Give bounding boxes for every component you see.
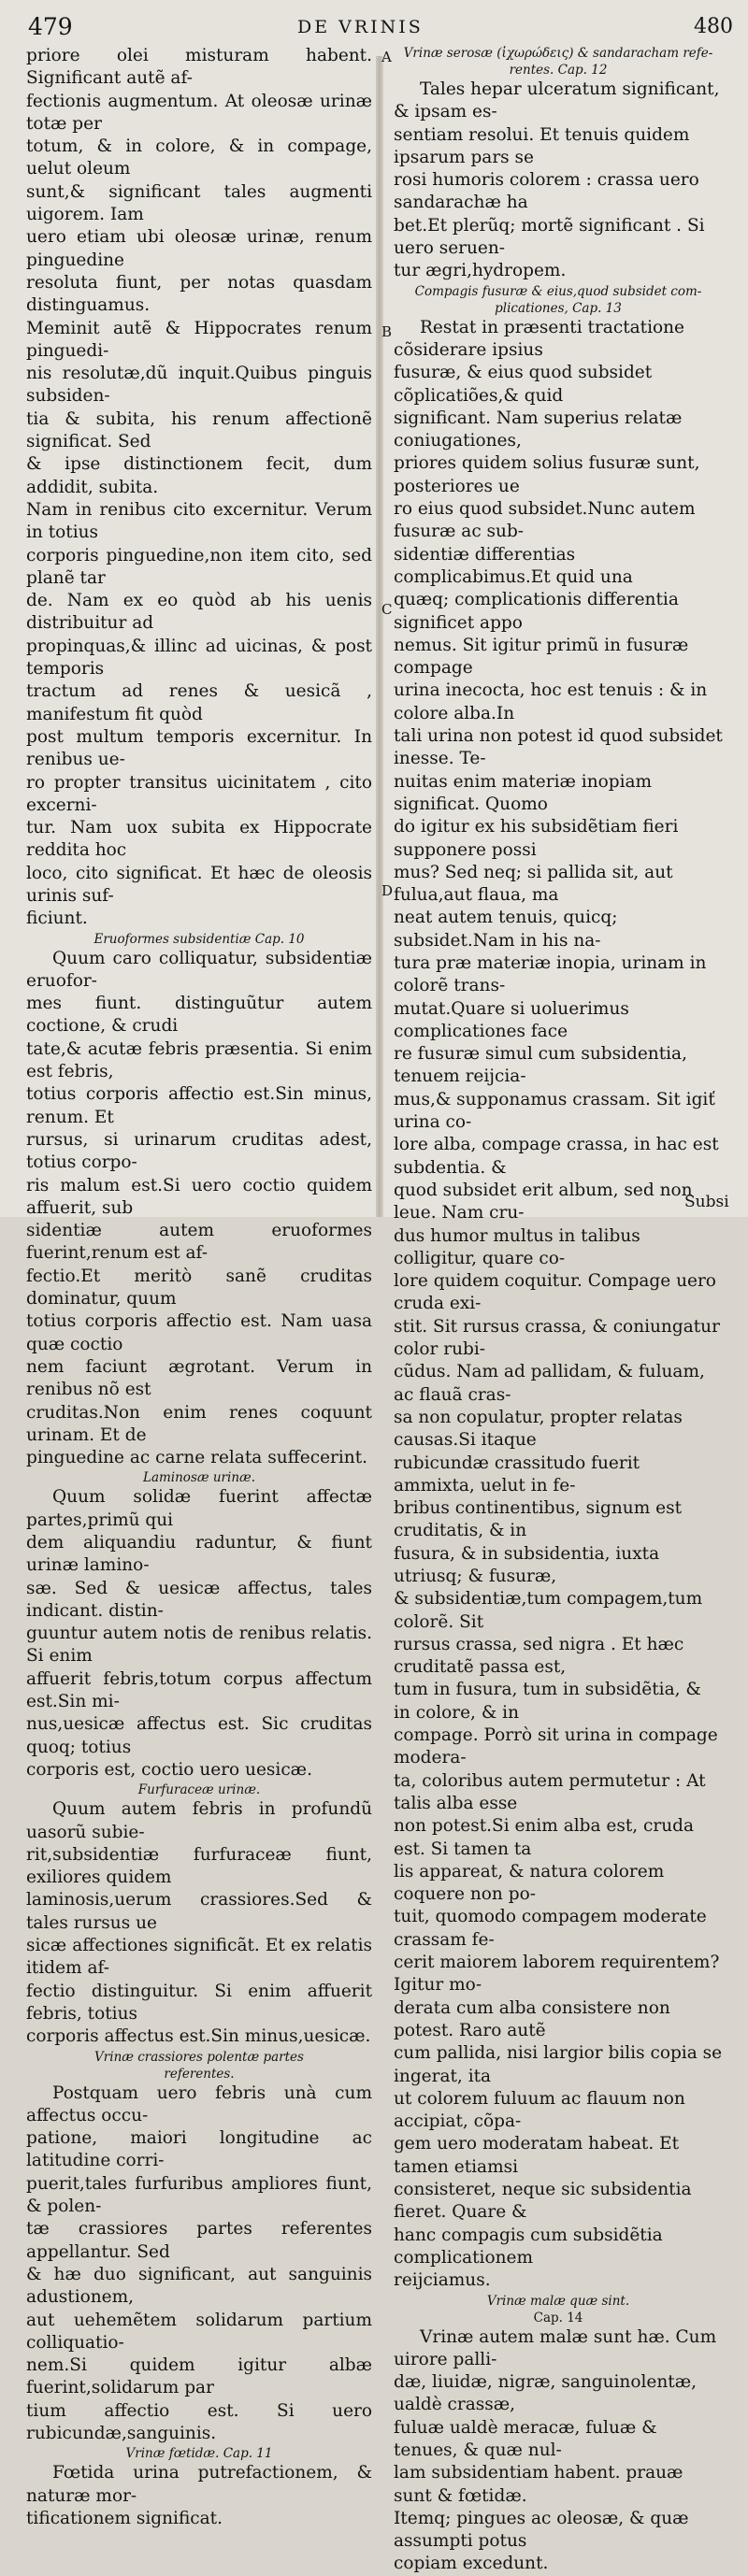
section-heading <box>394 45 723 79</box>
text-line: sa non copulatur, propter relatas causas.Si itaque <box>394 1407 683 1451</box>
text-line: Vrinæ crassiores polentæ partes <box>94 2049 304 2065</box>
text-line: reijciamus. <box>394 2270 491 2291</box>
text-line: Postquam uero febris unà cum affectus occu- <box>26 2082 372 2125</box>
text-line: Vrinæ malæ quæ sint. <box>486 2293 630 2309</box>
text-line: rentes. Cap. 12 <box>509 63 608 78</box>
left-column <box>26 45 372 2530</box>
text-line: hanc compagis cum subsidẽtia complicationem <box>394 2225 663 2268</box>
text-line: Fœtida urina putrefactionem, & naturæ mor- <box>26 2463 372 2506</box>
text-line: ro propter transitus uicinitatem , cito excerni- <box>26 772 372 815</box>
text-line: corporis pinguedine,non item cito, sed planẽ tar <box>26 545 372 588</box>
text-line: sidentiæ differentias complicabimus.Et quid una <box>394 544 633 587</box>
text-line: totius corporis affectio est.Sin minus, renum. Et <box>26 1084 372 1127</box>
section-heading <box>394 2293 723 2310</box>
text-line: non potest.Si enim alba est, cruda est. Si tamen ta <box>394 1816 695 1859</box>
text-line: Quum caro colliquatur, subsidentiæ eruofor- <box>26 948 372 991</box>
text-line: compage. Porrò sit urina in compage modera- <box>394 1725 718 1768</box>
text-line: dæ, liuidæ, nigræ, sanguinolentæ, ualdè crassæ, <box>394 2372 697 2415</box>
text-line: tur ægri,hydropem. <box>394 261 567 281</box>
text-line: cũdus. Nam ad pallidam, & fuluam, ac flauã cras- <box>394 1362 705 1405</box>
text-line: ta, coloribus autem permutetur : At talis alba esse <box>394 1770 706 1813</box>
catchword: Subsi <box>684 1193 729 1211</box>
text-line: fusura, & in subsidentia, iuxta utriusq; & fusuræ, <box>394 1543 660 1586</box>
text-line: cum pallida, nisi largior bilis copia se ingerat, ita <box>394 2043 723 2086</box>
text-line: loco, cito significat. Et hæc de oleosis urinis suf- <box>26 863 372 906</box>
text-line: lore quidem coquitur. Compage uero cruda exi- <box>394 1271 716 1314</box>
text-line: cerit maiorem laborem requirentem? Igitur mo- <box>394 1953 720 1996</box>
text-line: lam subsidentiam habent. prauæ sunt & fœtidæ. <box>394 2463 683 2506</box>
section-heading <box>26 2049 372 2082</box>
text-line: ut colorem fuluum ac flauum non accipiat, cõpa- <box>394 2088 685 2132</box>
text-line: Cap. 14 <box>533 2310 583 2326</box>
text-line: patione, maiori longitudine ac latitudine corri- <box>26 2128 372 2171</box>
text-line: fectio.Et meritò sanẽ cruditas dominatur, quum <box>26 1266 372 1309</box>
text-line: dem aliquandiu raduntur, & fiunt urinæ lamino- <box>26 1533 372 1576</box>
text-line: Furfuraceæ urinæ. <box>137 1782 261 1798</box>
text-line: mes fiunt. distinguũtur autem coctione, & crudi <box>26 994 372 1037</box>
text-line: stit. Sit rursus crassa, & coniungatur color rubi- <box>394 1316 720 1360</box>
paragraph <box>394 317 723 2293</box>
text-line: fuluæ ualdè meracæ, fuluæ & tenues, & quæ nul- <box>394 2417 657 2460</box>
text-line: tuit, quomodo compagem moderate crassam fe- <box>394 1907 707 1950</box>
text-line: bet.Et plerũq; mortẽ significant . Si uero seruen- <box>394 215 705 259</box>
section-heading <box>26 1782 372 1798</box>
text-line: guuntur autem notis de renibus relatis. Si enim <box>26 1624 372 1667</box>
paragraph <box>26 2082 372 2446</box>
text-line: Laminosæ urinæ. <box>142 1470 255 1486</box>
text-line: laminosis,uerum crassiores.Sed & tales rursus ue <box>26 1890 372 1933</box>
text-line: tractum ad renes & uesicã , manifestum fit quòd <box>26 681 372 724</box>
text-line: bribus continentibus, signum est cruditatis, & in <box>394 1498 683 1541</box>
text-line: Eruoformes subsidentiæ Cap. 10 <box>94 931 305 947</box>
text-line: rursus crassa, sed nigra . Et hæc cruditatẽ passa est, <box>394 1634 684 1678</box>
text-line: sunt,& significant tales augmenti uigorem. Iam <box>26 181 372 225</box>
text-line: Tales hepar ulceratum significant, & ipsam es- <box>394 79 720 122</box>
text-line: mus,& supponamus crassam. Sit igiť urina co- <box>394 1089 715 1133</box>
text-line: puerit,tales furfuribus ampliores fiunt, & polen- <box>26 2173 372 2217</box>
text-line: Vrinæ fœtidæ. Cap. 11 <box>125 2446 273 2462</box>
text-line: rit,subsidentiæ furfuraceæ fiunt, exiliores quidem <box>26 1844 372 1888</box>
running-title: DE VRINIS <box>297 17 424 37</box>
text-line: fusuræ, & eius quod subsidet cõplicatiões,& quid <box>394 363 653 406</box>
text-line: Restat in præsenti tractatione cõsiderare ipsius <box>394 317 685 360</box>
text-line: totum, & in colore, & in compage, uelut oleum <box>26 136 372 179</box>
text-line: rosi humoris colorem : crassa uero sandarachæ ha <box>394 170 699 213</box>
text-line: Quum solidæ fuerint affectæ partes,primũ qui <box>26 1487 372 1530</box>
text-line: Itemq; pingues ac oleosæ, & quæ assumpti potus <box>394 2508 689 2552</box>
paragraph <box>394 2326 723 2576</box>
text-line: neat autem tenuis, quicq; subsidet.Nam in his na- <box>394 908 618 951</box>
text-line: tium affectio est. Si uero rubicundæ,sanguinis. <box>26 2400 372 2443</box>
text-line: Compagis fusuræ & eius,quod subsidet com- <box>414 283 702 299</box>
text-line: fectionis augmentum. At oleosæ urinæ totæ per <box>26 91 372 134</box>
text-line: tia & subita, his renum affectionẽ significat. Sed <box>26 408 372 452</box>
text-line: nemus. Sit igitur primũ in fusuræ compage <box>394 635 689 679</box>
text-line: corporis est, coctio uero uesicæ. <box>26 1759 312 1780</box>
margin-letter-c: C <box>381 601 393 618</box>
text-line: tura præ materiæ inopia, urinam in colorẽ trans- <box>394 952 707 996</box>
text-line: cruditas.Non enim renes coquunt urinam. Et de <box>26 1402 372 1445</box>
text-line: sidentiæ autem eruoformes fuerint,renum est af- <box>26 1221 372 1264</box>
text-line: derata cum alba consistere non potest. Raro autẽ <box>394 1997 670 2040</box>
text-line: post multum temporis excernitur. In renibus ue- <box>26 726 372 770</box>
text-line: urina inecocta, hoc est tenuis : & in colore alba.In <box>394 680 708 723</box>
text-line: quæq; complicationis differentia significet appo <box>394 590 679 633</box>
text-line: de. Nam ex eo quòd ab his uenis distribuitur ad <box>26 591 372 634</box>
text-line: dus humor multus in talibus colligitur, quare co- <box>394 1225 640 1268</box>
text-line: ro eius quod subsidet.Nunc autem fusuræ ac sub- <box>394 499 696 542</box>
text-line: tali urina non potest id quod subsidet inesse. Te- <box>394 726 723 769</box>
text-line: sæ. Sed & uesicæ affectus, tales indicant. distin- <box>26 1578 372 1621</box>
text-line: nem faciunt ægrotant. Verum in renibus nõ est <box>26 1356 372 1400</box>
right-page-number: 480 <box>694 15 733 38</box>
text-line: priore olei misturam habent. Significant autẽ af- <box>26 46 372 89</box>
section-heading <box>26 1469 372 1486</box>
text-line: plicationes, Cap. 13 <box>495 300 622 316</box>
text-line: fectio distinguitur. Si enim affuerit febris, totius <box>26 1981 372 2024</box>
text-line: & ipse distinctionem fecit, dum addidit, subita. <box>26 454 372 497</box>
text-line: re fusuræ simul cum subsidentia, tenuem reijcia- <box>394 1044 687 1087</box>
text-line: nuitas enim materiæ inopiam significat. Quomo <box>394 771 653 814</box>
text-line: tate,& acutæ febris præsentia. Si enim est febris, <box>26 1038 372 1082</box>
book-gutter <box>376 56 383 1217</box>
text-line: rursus, si urinarum cruditas adest, totius corpo- <box>26 1129 372 1173</box>
text-line: totius corporis affectio est. Nam uasa quæ coctio <box>26 1311 372 1354</box>
section-heading <box>26 2445 372 2462</box>
text-line: quod subsidet erit album, sed non leue. Nam cru- <box>394 1180 693 1224</box>
text-line: nis resolutæ,dũ inquit.Quibus pinguis subsiden- <box>26 364 372 407</box>
text-line: sicæ affectiones significãt. Et ex relatis itidem af- <box>26 1936 372 1979</box>
text-line: aut uehemẽtem solidarum partium colliquatio- <box>26 2310 372 2353</box>
text-line: propinquas,& illinc ad uicinas, & post temporis <box>26 636 372 680</box>
text-line: ficiunt. <box>26 909 88 929</box>
text-line: Vrinæ serosæ (ἰχωρώδεις) & sandaracham refe- <box>403 46 713 61</box>
text-line: uero etiam ubi oleosæ urinæ, renum pinguedine <box>26 227 372 270</box>
text-line: nem.Si quidem igitur albæ fuerint,solidarum par <box>26 2355 372 2398</box>
text-line: mutat.Quare si uoluerimus complicationes face <box>394 998 629 1041</box>
paragraph <box>26 1486 372 1782</box>
text-line: & hæ duo significant, aut sanguinis adustionem, <box>26 2264 372 2308</box>
text-line: referentes. <box>164 2066 235 2082</box>
text-line: Quum autem febris in profundũ uasorũ subie- <box>26 1799 372 1842</box>
paragraph <box>26 1798 372 2048</box>
text-line: Vrinæ autem malæ sunt hæ. Cum uirore palli- <box>394 2326 717 2369</box>
paragraph <box>26 45 372 931</box>
left-page-number: 479 <box>28 13 73 40</box>
margin-letter-a: A <box>381 49 392 65</box>
section-heading <box>394 2310 723 2326</box>
text-line: pinguedine ac carne relata suffecerint. <box>26 1448 368 1468</box>
text-line: nus,uesicæ affectus est. Sic cruditas quoq; totius <box>26 1714 372 1757</box>
text-line: lis appareat, & natura colorem coquere non po- <box>394 1861 665 1905</box>
text-line: mus? Sed neq; si pallida sit, aut fulua,aut flaua, ma <box>394 862 673 906</box>
text-line: Nam in renibus cito excernitur. Verum in totius <box>26 499 372 543</box>
text-line: gem uero moderatam habeat. Et tamen etiamsi <box>394 2134 680 2177</box>
text-line: rubicundæ crassitudo fuerit ammixta, uelut in fe- <box>394 1453 640 1496</box>
paragraph <box>26 2462 372 2530</box>
text-line: affuerit febris,totum corpus affectum est.Sin mi- <box>26 1668 372 1712</box>
right-column <box>394 45 723 2576</box>
text-line: & subsidentiæ,tum compagem,tum colorẽ. Sit <box>394 1589 703 1632</box>
paragraph <box>26 948 372 1470</box>
paragraph <box>394 79 723 283</box>
text-line: lore alba, compage crassa, in hac est subdentia. & <box>394 1135 719 1178</box>
text-line: significant. Nam superius relatæ coniugationes, <box>394 408 683 451</box>
text-line: tur. Nam uox subita ex Hippocrate reddita hoc <box>26 818 372 861</box>
text-line: do igitur ex his subsidẽtiam fieri supponere possi <box>394 817 679 860</box>
margin-letter-d: D <box>381 882 394 899</box>
text-line: resoluta fiunt, per notas quasdam distinguamus. <box>26 272 372 316</box>
text-line: ris malum est.Si uero coctio quidem affuerit, sub <box>26 1175 372 1218</box>
margin-letter-b: B <box>381 323 393 340</box>
text-line: corporis affectus est.Sin minus,uesicæ. <box>26 2026 371 2047</box>
text-line: copiam excedunt. <box>394 2554 549 2574</box>
text-line: tum in fusura, tum in subsidẽtia, & in colore, & in <box>394 1680 701 1723</box>
section-heading <box>394 283 723 317</box>
text-line: sentiam resolui. Et tenuis quidem ipsarum pars se <box>394 124 690 167</box>
text-line: tificationem significat. <box>26 2508 223 2528</box>
text-line: tæ crassiores partes referentes appellantur. Sed <box>26 2219 372 2262</box>
text-line: Meminit autẽ & Hippocrates renum pinguedi- <box>26 318 372 361</box>
text-line: consisteret, neque sic subsidentia fieret. Quare & <box>394 2180 692 2223</box>
text-line: priores quidem solius fusuræ sunt, posteriores ue <box>394 453 700 496</box>
section-heading <box>26 931 372 948</box>
